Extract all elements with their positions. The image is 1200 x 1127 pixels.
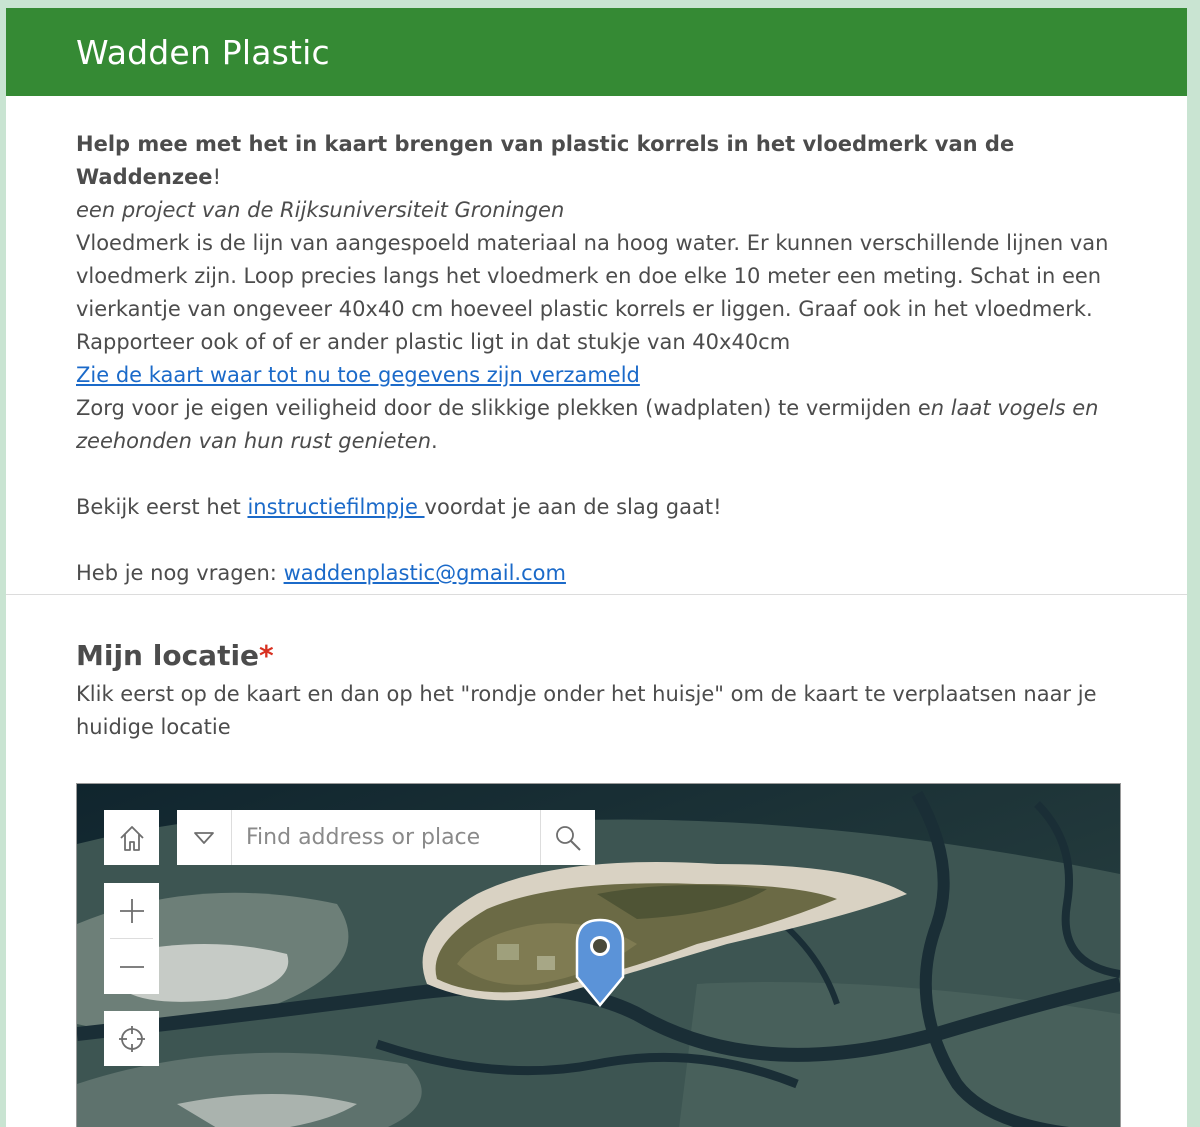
location-question [76, 636, 1121, 744]
survey-intro [6, 96, 1187, 590]
zoom-out-button[interactable] [104, 939, 159, 994]
zoom-controls [104, 883, 159, 994]
section-divider [6, 594, 1187, 595]
address-search [177, 810, 595, 865]
location-map[interactable] [76, 783, 1121, 1127]
search-button[interactable] [540, 810, 595, 865]
minus-icon [118, 953, 146, 981]
intro-subtitle: een project van de Rijksuniversiteit Groningen [76, 198, 565, 222]
home-button[interactable] [104, 810, 159, 865]
zoom-in-button[interactable] [104, 883, 159, 938]
survey-card [6, 8, 1187, 1127]
survey-header [6, 8, 1187, 96]
home-icon [117, 823, 147, 853]
intro-map-link-line [76, 359, 1117, 392]
intro-safety: Zorg voor je eigen veiligheid door de slikkige plekken (wadplaten) te vermijden en laat vogels en zeehonden van hun rust genieten. [76, 396, 1099, 453]
map-pin-icon[interactable] [574, 917, 626, 1009]
required-marker: * [259, 639, 274, 672]
intro-headline: Help mee met het in kaart brengen van plastic korrels in het vloedmerk van de Waddenzee! [76, 132, 1015, 189]
plus-icon [118, 897, 146, 925]
video-link[interactable]: instructiefilmpje [247, 495, 425, 519]
search-input[interactable] [232, 810, 540, 865]
intro-video: Bekijk eerst het instructiefilmpje voordat je aan de slag gaat! [76, 495, 722, 519]
survey-title: Wadden Plastic [76, 32, 330, 72]
data-map-link[interactable]: Zie de kaart waar tot nu toe gegevens zijn verzameld [76, 363, 640, 387]
question-title: Mijn locatie* [76, 639, 274, 672]
locate-button[interactable] [104, 1011, 159, 1066]
locate-icon [117, 1024, 147, 1054]
email-link[interactable]: waddenplastic@gmail.com [283, 561, 566, 585]
search-source-dropdown[interactable] [177, 810, 232, 865]
intro-contact: Heb je nog vragen: waddenplastic@gmail.com [76, 561, 566, 585]
chevron-down-icon [193, 831, 215, 845]
search-icon [554, 824, 582, 852]
question-description: Klik eerst op de kaart en dan op het "rondje onder het huisje" om de kaart te verplaatsen naar je huidige locatie [76, 682, 1097, 739]
intro-paragraph: Vloedmerk is de lijn van aangespoeld materiaal na hoog water. Er kunnen verschillende lijnen van vloedmerk zijn. Loop precies langs het vloedmerk en doe elke 10 meter een meting. Schat in een vierkantje van ongeveer 40x40 cm hoeveel plastic korrels er liggen. Graaf ook in het vloedmerk. Rapporteer ook of of er ander plastic ligt in dat stukje van 40x40cm [76, 231, 1109, 354]
